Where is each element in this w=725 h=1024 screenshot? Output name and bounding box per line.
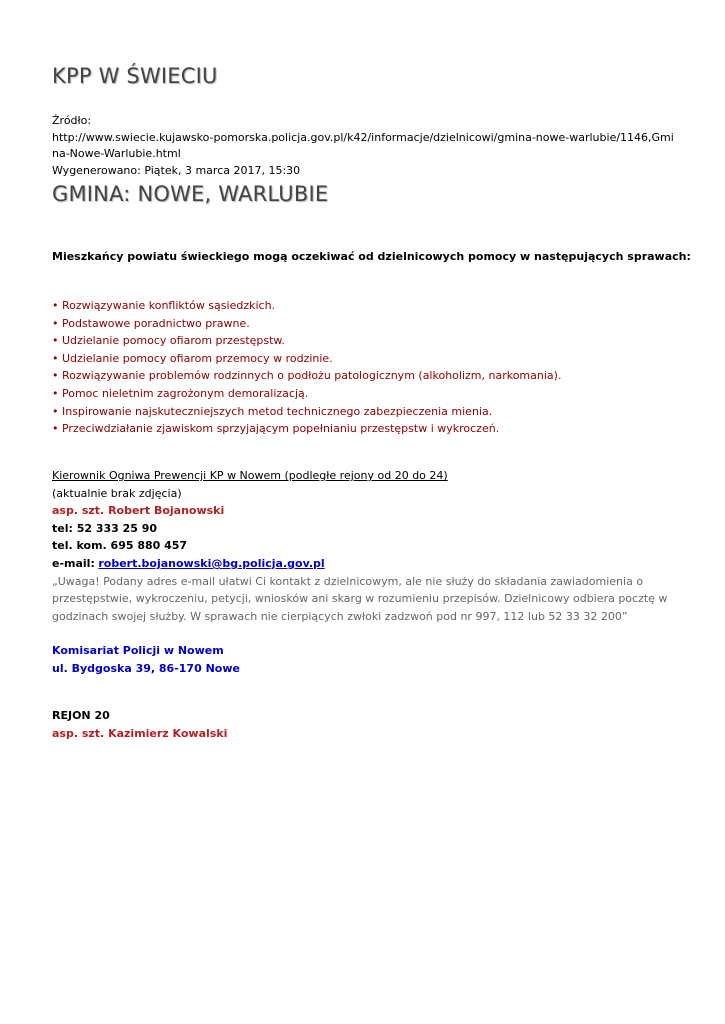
list-item: • Pomoc nieletnim zagrożonym demoralizacją. [52, 386, 309, 400]
district-block [52, 707, 227, 742]
contact-block [52, 467, 674, 625]
list-item: • Udzielanie pomocy ofiarom przestępstw. [52, 334, 285, 348]
district-officer: asp. szt. Kazimierz Kowalski [52, 726, 228, 740]
list-item: • Rozwiązywanie konfliktów sąsiedzkich. [52, 299, 276, 312]
list-item: • Udzielanie pomocy ofiarom przemocy w rodzinie. [52, 351, 333, 365]
station-address: ul. Bydgoska 39, 86-170 Nowe [52, 661, 240, 675]
email-label: e-mail: [52, 556, 95, 570]
site-title: KPP W ŚWIECIU [52, 64, 218, 88]
intro-text: Mieszkańcy powiatu świeckiego mogą oczekiwać od dzielnicowych pomocy w następujących sprawach: [52, 250, 691, 263]
email-notice: „Uwaga! Podany adres e-mail ułatwi Ci kontakt z dzielnicowym, ale nie służy do składania zawiadomienia o przestępstwie, wykroczeniu, petycji, wniosków ani skarg w rozumieniu przepisów. Dzielnicowy odbiera pocztę w godzinach swojej służby. W sprawach nie cierpiących zwłoki zadzwoń pod nr 997, 112 lub 52 33 32 200” [52, 574, 668, 623]
officer-name: asp. szt. Robert Bojanowski [52, 504, 225, 518]
source-url: http://www.swiecie.kujawsko-pomorska.policja.gov.pl/k42/informacje/dzielnicowi/gmina-nowe-warlubie/1146,Gmina-Nowe-Warlubie.html [52, 130, 674, 160]
list-item: • Inspirowanie najskuteczniejszych metod technicznego zabezpieczenia mienia. [52, 404, 493, 418]
source-label: Źródło: [52, 114, 92, 127]
duties-list [52, 297, 561, 438]
source-meta [52, 113, 674, 179]
officer-role: Kierownik Ogniwa Prewencji KP w Nowem (podległe rejony od 20 do 24) [52, 469, 448, 482]
district-label: REJON 20 [52, 709, 110, 722]
station-name: Komisariat Policji w Nowem [52, 644, 224, 657]
mobile-number: tel. kom. 695 880 457 [52, 539, 188, 553]
station-block [52, 642, 240, 677]
list-item: • Przeciwdziałanie zjawiskom sprzyjającym popełnianiu przestępstw i wykroczeń. [52, 422, 500, 436]
article-title: GMINA: NOWE, WARLUBIE [52, 182, 329, 206]
photo-note: (aktualnie brak zdjęcia) [52, 486, 182, 500]
phone-number: tel: 52 333 25 90 [52, 521, 158, 535]
list-item: • Rozwiązywanie problemów rodzinnych o podłożu patologicznym (alkoholizm, narkomania). [52, 369, 562, 383]
list-item: • Podstawowe poradnictwo prawne. [52, 316, 250, 330]
email-link[interactable]: robert.bojanowski@bg.policja.gov.pl [98, 556, 325, 570]
generated-timestamp: Wygenerowano: Piątek, 3 marca 2017, 15:30 [52, 163, 301, 177]
